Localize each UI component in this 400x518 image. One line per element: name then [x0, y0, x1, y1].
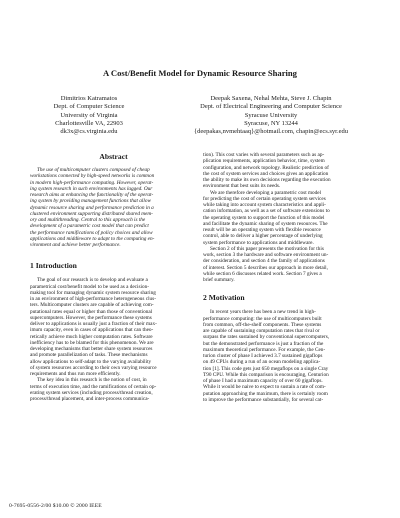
abstract-text: The use of multicomputer clusters composed of cheap workstations connected by high-speed networks is common in modern high-performance computing. However, operat- ing system research in such environments has lagged. Our research aims at enhancing the functionality of the operat- ing system by providing management functions that allow dynamic resource sharing and performance prediction in a clustered environment supporting distributed shared mem- ory and multithreading. Central to this approach is the development of a parametric cost model that can predict the performance ramifications of policy choices and allow applications and middleware to adapt to the computing en- vironment and achieve better performance.	[30, 167, 155, 248]
author-email: dk3x@cs.virginia.edu	[60, 128, 118, 136]
author-address: Syracuse, NY 13244	[244, 119, 298, 127]
paper-title: A Cost/Benefit Model for Dynamic Resource Sharing	[103, 68, 297, 78]
author-university: University of Virginia	[60, 111, 118, 119]
author-names: Deepak Saxena, Nehal Mehta, Steve J. Chapin	[210, 95, 332, 102]
author-department: Dept. of Electrical Engineering and Computer Science	[200, 103, 342, 111]
body-paragraph-3: Section 2 of this paper presents the motivation for this work, section 3 the hardware and software environment un- der consideration, and section 4 the family of applications of interest. Section 5 describes our approach in more detail, while section 6 discusses related work. Section 7 gives a brief summary.	[203, 245, 329, 283]
author-address: Charlottesville VA, 22903	[55, 119, 123, 127]
author-block-2	[150, 95, 392, 136]
intro-paragraph-2: The key idea in this research is the notion of cost, in terms of execution time, and the ramifications of certain op- erating system services (including process/thread creation, process/thread placement, and inter-process communica-	[30, 377, 157, 402]
copyright-footer: 0-7695-0556-2/00 $10.00 © 2000 IEEE	[9, 503, 102, 509]
right-column	[203, 152, 370, 403]
author-university: Syracuse University	[244, 111, 298, 119]
body-paragraph-1: tion). This cost varies with several parameters such as ap- plication requirements, application behavior, time, system configuration, and network topology. Realistic prediction of the cost of system services and choices gives an application the ability to make its own decisions regarding the execution environment that best suits its needs.	[203, 152, 331, 190]
author-name: Dimitrios Katramatos	[60, 95, 118, 102]
body-paragraph-2: We are therefore developing a parametric cost model for predicting the cost of certain operating system services while taking into account system characteristics and appli- cation information, as well as a set of software extensions to the operating system to support the function of this model and facilitate the dynamic sharing of system resources. The result will be an operating system with flexible resource control, able to deliver a higher percentage of underlying system performance to applications and middleware.	[203, 189, 330, 246]
author-department: Dept. of Computer Science	[53, 103, 125, 111]
author-block-1	[19, 95, 159, 136]
author-emails: {deepakas,nvmehtaaq}@hotmail.com, chapin@ecs.syr.edu	[194, 128, 348, 136]
intro-paragraph-1: The goal of our research is to develop and evaluate a parametrical cost/benefit model to be used as a decision- making tool for managing dynamic system resource sharing in an environment of high-performance heterogeneous clus- ters. Multicomputer clusters are capable of achieving com- putational rates equal or higher than those of conventional supercomputers. However, the performance these systems deliver to applications is usually just a fraction of their max- imum capacity, even in cases of applications that can theo- retically achieve much higher computation rates. Software inefficiency has to be blamed for this phenomenon. We are developing mechanisms that better share system resources and promote parallelization of tasks. These mechanisms allow applications to self-adapt to the varying availability of system resources according to their own varying resource requirements and thus run more efficiently.	[30, 277, 157, 377]
motivation-heading: 2 Motivation	[203, 293, 245, 303]
left-column	[30, 152, 197, 402]
introduction-heading: 1 Introduction	[30, 261, 77, 271]
motivation-paragraph: In recent years there has been a new trend in high- performance computing: the use of multicomputers built from common, off-the-shelf components. These systems are capable of sustaining computation rates that rival or surpass the rates sustained by conventional supercomputers, but the demonstrated performance is just a fraction of the maximum theoretical performance. For example, the Cen- turion cluster of phase I achieved 3.7 sustained gigaflops on 49 CPUs during a run of an ocean modeling applica- tion [1]. This code gets just 650 megaflops on a single Cray T90 CPU. While this comparison is encouraging, Centurion of phase I had a maximum capacity of over 60 gigaflops. While it would be naive to expect to sustain a rate of com- putation approaching the maximum, there is certainly room to improve the performance substantially, for several cat-	[203, 309, 330, 403]
abstract-heading: Abstract	[99, 152, 128, 161]
